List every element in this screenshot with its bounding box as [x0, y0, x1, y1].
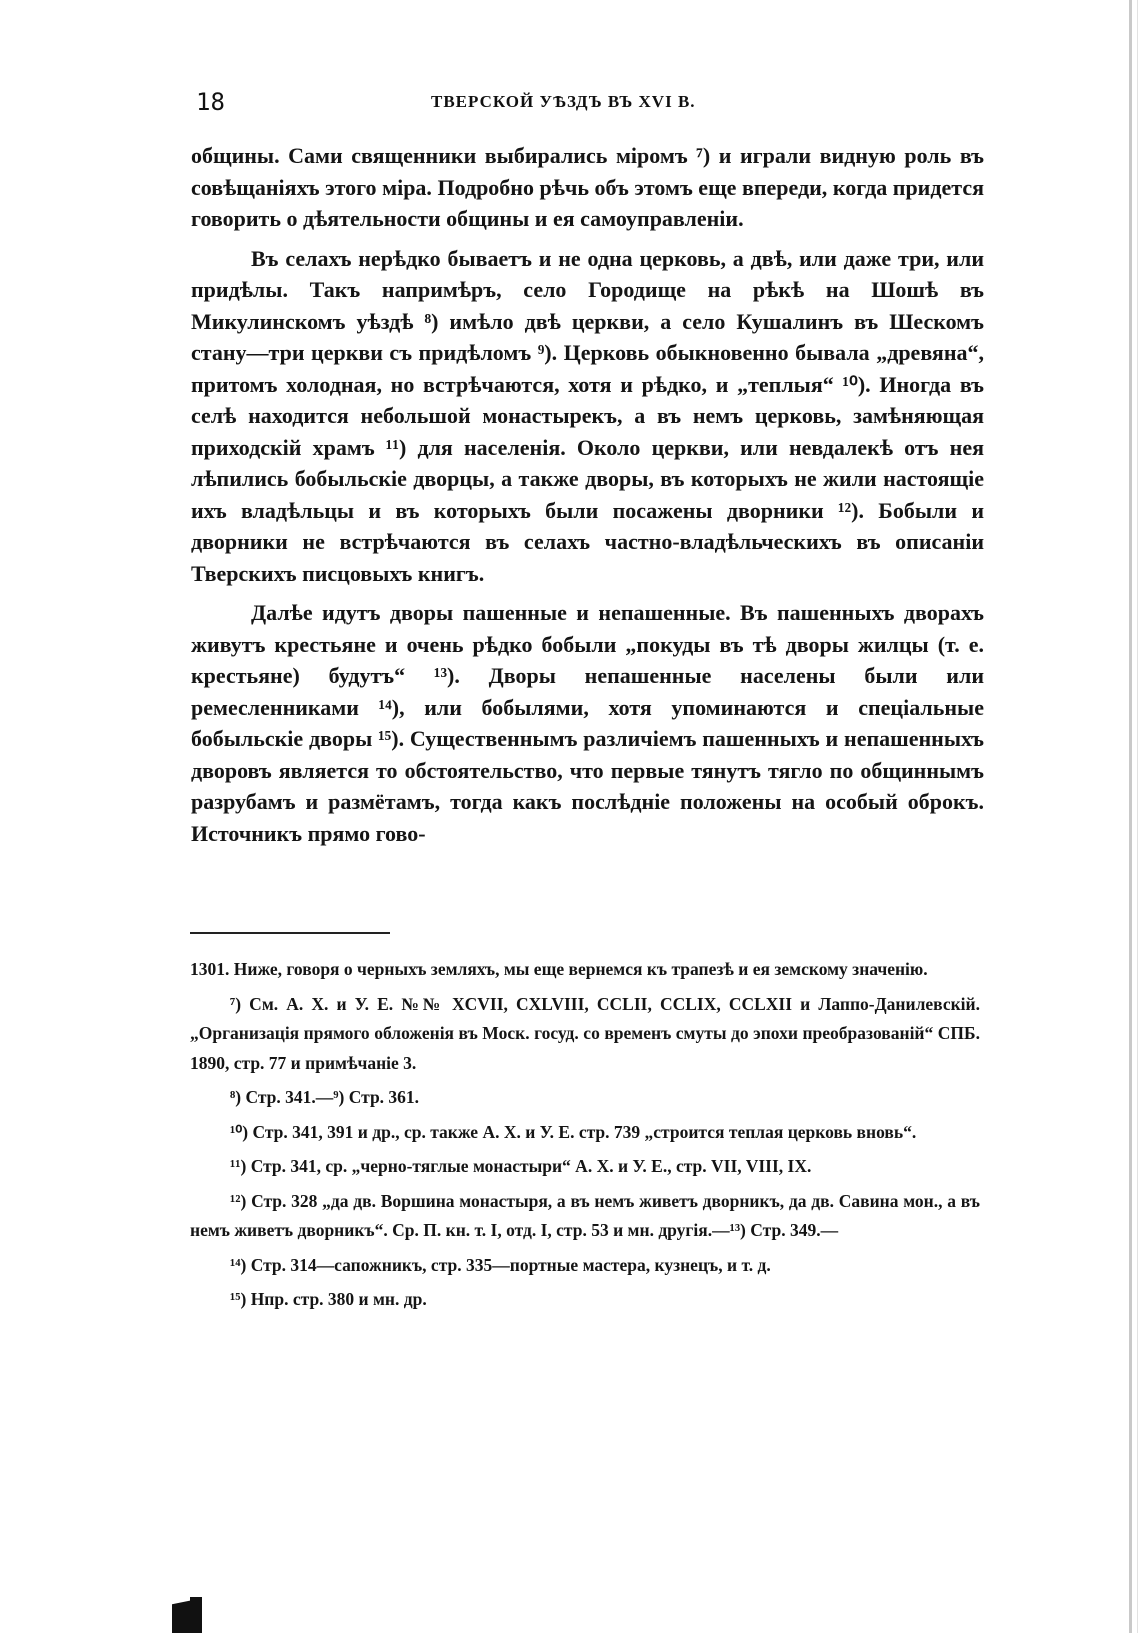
page-number: 18 [196, 88, 225, 116]
footnote-separator [190, 932, 390, 934]
footnotes [190, 955, 980, 1320]
footnote-continuation: 1301. Ниже, говоря о черныхъ земляхъ, мы еще вернемся къ трапезѣ и ея земскому значенію. [190, 959, 928, 979]
footnote-14: ¹⁴) Стр. 314—сапожникъ, стр. 335—портные мастера, кузнецъ, и т. д. [230, 1254, 771, 1275]
scan-corner-mark [172, 1597, 202, 1633]
paragraph-1: общины. Сами священники выбирались міромъ ⁷) и играли видную роль въ совѣщаніяхъ этого міра. Подробно рѣчь объ этомъ еще впереди, когда придется говорить о дѣятельности общины и ея самоуправленіи. [191, 143, 984, 231]
footnote-11: ¹¹) Стр. 341, ср. „черно-тяглые монастыри“ А. Х. и У. Е., стр. VII, VIII, IX. [230, 1156, 812, 1176]
footnote-15: ¹⁵) Нпр. стр. 380 и мн. др. [230, 1289, 427, 1309]
footnote-12-13: ¹²) Стр. 328 „да дв. Воршина монастыря, а въ немъ живетъ дворникъ, да дв. Савина мон., а въ немъ живетъ дворникъ“. Ср. П. кн. т. I, отд. I, стр. 53 и мн. другія.—¹³) Стр. 349.— [190, 1190, 980, 1240]
footnote-8-9: ⁸) Стр. 341.—⁹) Стр. 361. [230, 1087, 420, 1107]
page-header [196, 88, 976, 122]
paragraph-2: Въ селахъ нерѣдко бываетъ и не одна церковь, а двѣ, или даже три, или придѣлы. Такъ напримѣръ, село Городище на рѣкѣ на Шошѣ въ Микулинскомъ уѣздѣ ⁸) имѣло двѣ церкви, а село Кушалинъ въ Шескомъ стану—три церкви съ придѣломъ ⁹). Церковь обыкновенно бывала „древяна“, притомъ холодная, но встрѣчаются, хотя и рѣдко, и „теплыя“ ¹⁰). Иногда въ селѣ находится небольшой монастырекъ, а въ немъ церковь, замѣняющая приходскій храмъ ¹¹) для населенія. Около церкви, или невдалекѣ отъ нея лѣпились бобыльскіе дворцы, а также дворы, въ которыхъ не жили настоящіе ихъ владѣльцы и въ которыхъ были посажены дворники ¹²). Бобыли и дворники не встрѣчаются въ селахъ частно-владѣльческихъ въ описаніи Тверскихъ писцовыхъ книгъ. [191, 245, 984, 586]
footnote-7: ⁷) См. А. Х. и У. Е. №№ XCVII, CXLVIII, CCLII, CCLIX, CCLXII и Лаппо-Данилевскій. „Организація прямого обложенія въ Моск. госуд. со временъ смуты до эпохи преобразованій“ СПБ. 1890, стр. 77 и примѣчаніе 3. [190, 993, 980, 1073]
main-text [191, 140, 984, 857]
paragraph-3: Далѣе идутъ дворы пашенные и непашенные. Въ пашенныхъ дворахъ живутъ крестьяне и очень рѣдко бобыли „покуды въ тѣ дворы жилцы (т. е. крестьяне) будутъ“ ¹³). Дворы непашенные населены были или ремесленниками ¹⁴), или бобылями, хотя упоминаются и спеціальные бобыльскіе дворы ¹⁵). Существеннымъ различіемъ пашенныхъ и непашенныхъ дворовъ является то обстоятельство, что первые тянутъ тягло по общиннымъ разрубамъ и размётамъ, тогда какъ послѣдніе положены на особый оброкъ. Источникъ прямо гово- [191, 600, 984, 846]
footnote-10: ¹⁰) Стр. 341, 391 и др., ср. также А. Х. и У. Е. стр. 739 „строится теплая церковь вновь“. [230, 1121, 917, 1142]
page-edge-shadow [1137, 0, 1138, 1633]
page-edge [1129, 0, 1132, 1633]
running-title: ТВЕРСКОЙ УѢЗДЪ ВЪ XVI В. [431, 92, 696, 111]
